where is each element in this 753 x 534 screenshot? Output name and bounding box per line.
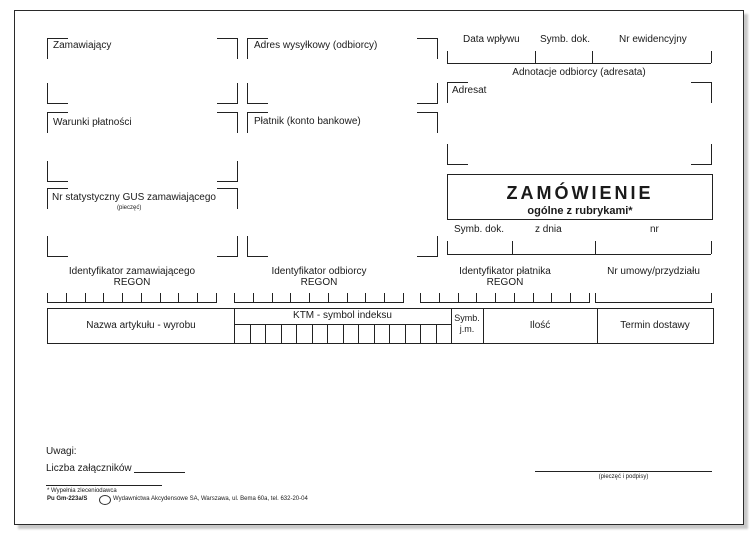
orderer-box-corner [47,83,68,104]
regon-tick [458,293,459,302]
stamp-note: (pieczęć) [117,205,142,211]
ktm-cell-divider [420,324,421,343]
regon-tick [403,293,404,302]
regon-tick [476,293,477,302]
ktm-cell-divider [405,324,406,343]
ktm-cell-divider [327,324,328,343]
registry-tick [535,51,536,63]
ktm-cell-divider [389,324,390,343]
publisher-logo-icon [99,495,111,505]
regon-tick [570,293,571,302]
regon-tick [253,293,254,302]
document-title: ZAMÓWIENIE [506,183,654,203]
payer-box-corner [247,236,268,257]
payment-terms-box-corner [217,161,238,182]
contract-number-label: Nr umowy/przydziału [607,266,700,277]
ktm-cell-divider [296,324,297,343]
signature-line [535,471,712,472]
regon-tick [384,293,385,302]
article-name-header: Nazwa artykułu - wyrobu [86,320,196,331]
payer-label: Płatnik (konto bankowe) [254,116,361,127]
regon-tick [328,293,329,302]
regon-tick [365,293,366,302]
regon-tick [514,293,515,302]
receipt-date-label: Data wpływu [463,34,520,45]
regon-tick [290,293,291,302]
remarks-label: Uwagi: [46,446,77,457]
ktm-cell-divider [374,324,375,343]
orderer-regon-boxes [47,290,217,303]
regon-tick [197,293,198,302]
addressee-box-corner [691,82,712,103]
gus-box-corner [217,188,238,209]
orderer-regon-label: REGON [113,277,151,288]
regon-tick [309,293,310,302]
ktm-cell-divider [358,324,359,343]
doc-number-tick [447,241,448,254]
regon-tick [533,293,534,302]
regon-tick [103,293,104,302]
payment-terms-label: Warunki płatności [53,117,132,128]
doc-number-tick [512,241,513,254]
payment-terms-box-corner [217,112,238,133]
shipping-box-corner [417,83,438,104]
orderer-label: Zamawiający [53,40,112,51]
items-table [47,308,714,344]
form-code: Pu Gm-223a/S [47,496,88,502]
shipping-box-corner [417,38,438,59]
quantity-header: Ilość [529,320,551,331]
addressee-label: Adresat [452,85,487,96]
regon-tick [66,293,67,302]
regon-tick [439,293,440,302]
recipient-regon-label: REGON [300,277,338,288]
record-number-label: Nr ewidencyjny [619,34,687,45]
attachments-line [134,472,185,473]
regon-tick [234,293,235,302]
delivery-date-header: Termin dostawy [620,320,690,331]
document-title-box [447,174,713,220]
signature-note: (pieczęć i podpisy) [598,474,649,480]
unit-symbol-header: Symb. [454,313,480,323]
gus-number-label: Nr statystyczny GUS zamawiającego [52,192,216,203]
doc-number-tick [595,241,596,254]
regon-tick [47,293,48,302]
recipient-notes-label: Adnotacje odbiorcy (adresata) [512,67,646,78]
doc-number-line [447,254,711,255]
regon-tick [141,293,142,302]
doc-symbol-label: Symb. dok. [540,34,591,45]
regon-tick [495,293,496,302]
ktm-cell-divider [250,324,251,343]
ktm-cell-divider [436,324,437,343]
gus-box-corner [47,236,68,257]
ktm-cell-divider [343,324,344,343]
payer-id-label: Identyfikator płatnika [459,266,551,277]
ktm-cell-divider [312,324,313,343]
regon-tick [347,293,348,302]
ktm-cell-divider [265,324,266,343]
recipient-regon-boxes [234,290,404,303]
registry-tick [711,51,712,63]
addressee-box-corner [691,144,712,165]
regon-tick [122,293,123,302]
payer-box-corner [417,112,438,133]
orderer-box-corner [217,38,238,59]
orderer-box-corner [217,83,238,104]
registry-line [447,63,711,64]
orderer-id-label: Identyfikator zamawiającego [68,266,196,277]
addressee-box-corner [447,144,468,165]
regon-tick [551,293,552,302]
regon-tick [272,293,273,302]
regon-tick [589,293,590,302]
regon-tick [420,293,421,302]
date-label: z dnia [535,224,562,235]
doc-number-tick [711,241,712,254]
order-form-sheet [14,10,744,525]
recipient-id-label: Identyfikator odbiorcy [271,266,367,277]
registry-tick [592,51,593,63]
gus-box-corner [217,236,238,257]
regon-tick [85,293,86,302]
regon-tick [216,293,217,302]
regon-tick [160,293,161,302]
contract-number-line [595,290,712,303]
payer-regon-boxes [420,290,590,303]
footnote: * Wypełnia zleceniodawca [47,488,117,494]
unit-jm-header: j.m. [459,324,475,334]
footnote-line [46,485,162,486]
payment-terms-box-corner [47,161,68,182]
publisher-info: Wydawnictwa Akcydensowe SA, Warszawa, ul. Bema 60a, tel. 632-20-04 [113,496,308,502]
ktm-cell-divider [281,324,282,343]
payer-box-corner [417,236,438,257]
ktm-header: KTM - symbol indeksu [293,310,392,321]
shipping-box-corner [247,83,268,104]
attachments-label: Liczba załączników [46,463,132,474]
document-subtitle: ogólne z rubrykami* [527,205,633,217]
registry-tick [447,51,448,63]
shipping-address-label: Adres wysyłkowy (odbiorcy) [254,40,378,51]
regon-tick [178,293,179,302]
doc-symbol-label-2: Symb. dok. [454,224,505,235]
number-label: nr [650,224,659,235]
payer-regon-label: REGON [486,277,524,288]
